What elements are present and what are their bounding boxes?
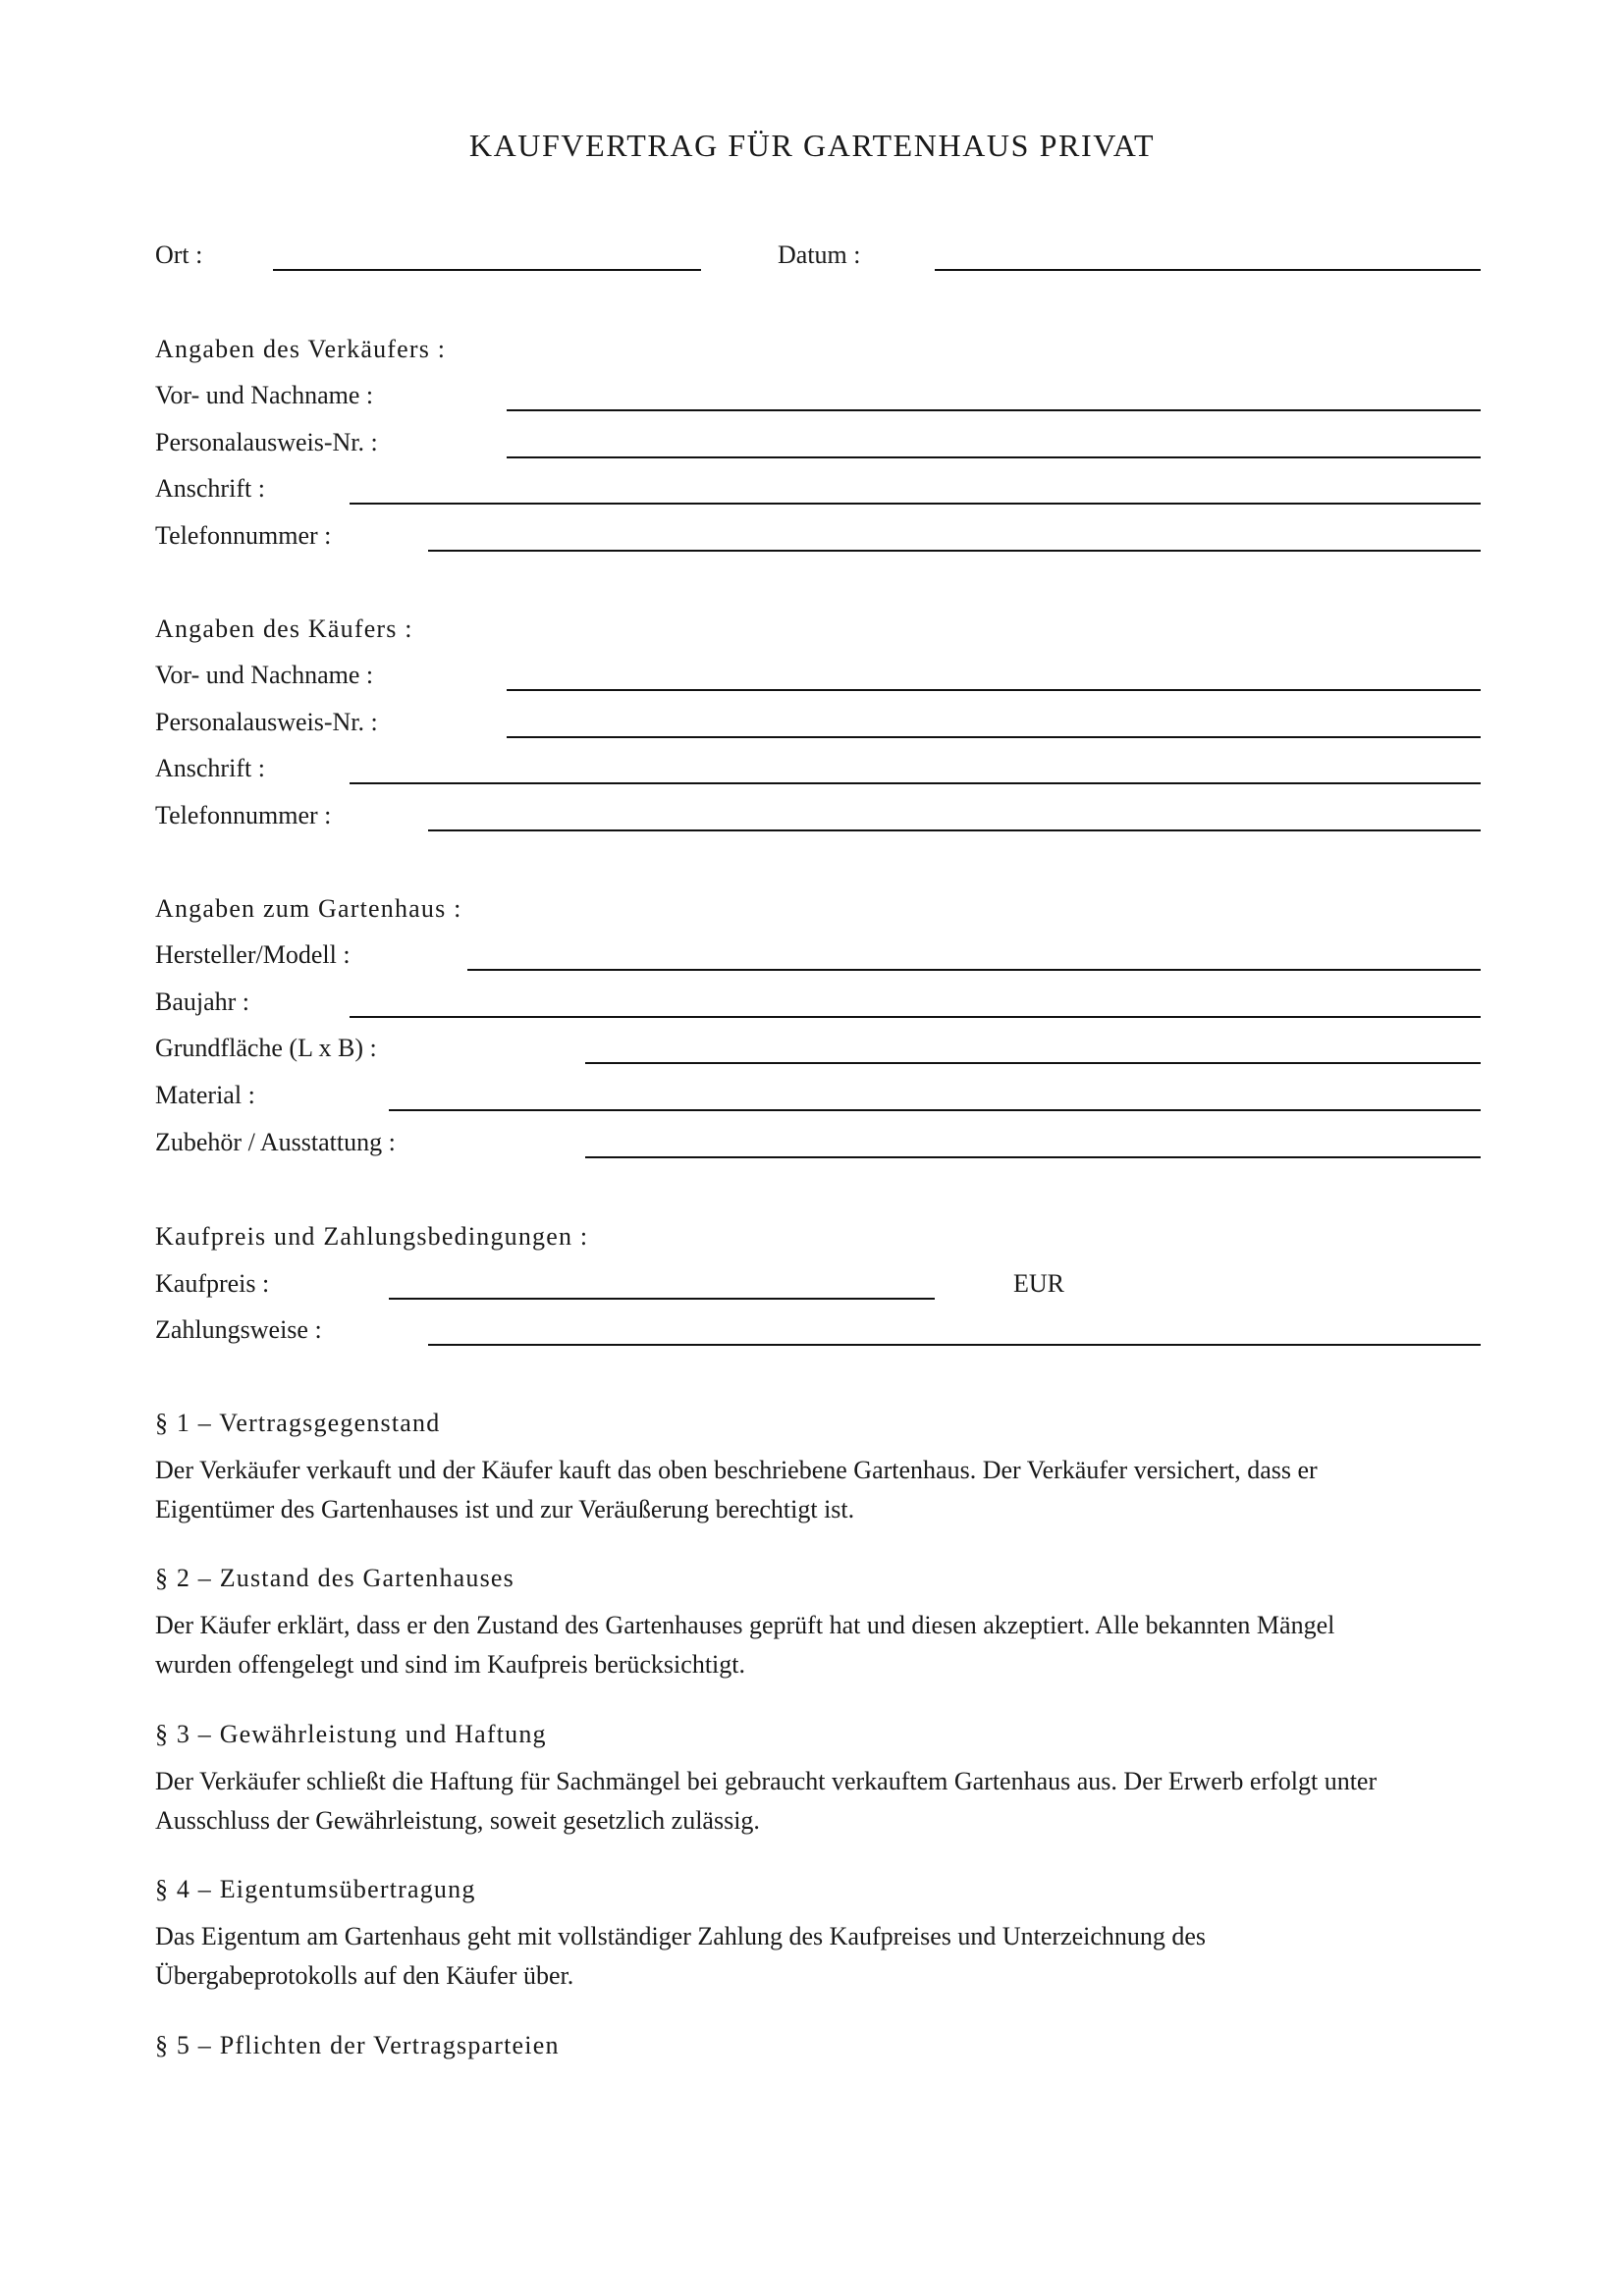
section-5-title: § 5 – Pflichten der Vertragsparteien <box>155 2031 560 2059</box>
section-2-line-1: Der Käufer erklärt, dass er den Zustand des Gartenhauses geprüft hat und diesen akzeptiert. Alle bekannten Mängel <box>155 1611 1335 1639</box>
house-year-label: Baujahr : <box>155 988 250 1016</box>
seller-id-field[interactable] <box>507 456 1481 458</box>
buyer-address-field[interactable] <box>350 782 1481 784</box>
seller-address-label: Anschrift : <box>155 474 265 503</box>
ort-label: Ort : <box>155 240 203 269</box>
section-3-line-2: Ausschluss der Gewährleistung, soweit gesetzlich zulässig. <box>155 1806 760 1835</box>
seller-phone-label: Telefonnummer : <box>155 521 332 550</box>
buyer-phone-label: Telefonnummer : <box>155 801 332 829</box>
section-3-title: § 3 – Gewährleistung und Haftung <box>155 1720 547 1748</box>
section-4-title: § 4 – Eigentumsübertragung <box>155 1875 476 1903</box>
section-2-line-2: wurden offengelegt und sind im Kaufpreis berücksichtigt. <box>155 1650 745 1679</box>
house-accessories-label: Zubehör / Ausstattung : <box>155 1128 396 1156</box>
section-3-line-1: Der Verkäufer schließt die Haftung für Sachmängel bei gebraucht verkauftem Gartenhaus aus. Der Erwerb erfolgt unter <box>155 1767 1378 1795</box>
section-1-text <box>155 1451 1490 1529</box>
house-model-label: Hersteller/Modell : <box>155 940 351 969</box>
section-3-text <box>155 1762 1490 1841</box>
house-material-label: Material : <box>155 1081 255 1109</box>
ort-field[interactable] <box>273 269 701 271</box>
section-4-text <box>155 1917 1490 1996</box>
section-1-title: § 1 – Vertragsgegenstand <box>155 1409 441 1437</box>
section-4-line-1: Das Eigentum am Gartenhaus geht mit vollständiger Zahlung des Kaufpreises und Unterzeichnung des <box>155 1922 1207 1950</box>
seller-id-label: Personalausweis-Nr. : <box>155 428 378 456</box>
section-2-text <box>155 1606 1490 1684</box>
payment-method-field[interactable] <box>428 1344 1481 1346</box>
buyer-name-field[interactable] <box>507 689 1481 691</box>
house-year-field[interactable] <box>350 1016 1481 1018</box>
buyer-id-field[interactable] <box>507 736 1481 738</box>
section-1-line-1: Der Verkäufer verkauft und der Käufer kauft das oben beschriebene Gartenhaus. Der Verkäufer versichert, dass er <box>155 1456 1318 1484</box>
house-area-label: Grundfläche (L x B) : <box>155 1034 377 1062</box>
seller-name-label: Vor- und Nachname : <box>155 381 374 409</box>
buyer-phone-field[interactable] <box>428 829 1481 831</box>
buyer-id-label: Personalausweis-Nr. : <box>155 708 378 736</box>
house-accessories-field[interactable] <box>585 1156 1481 1158</box>
seller-name-field[interactable] <box>507 409 1481 411</box>
datum-field[interactable] <box>935 269 1481 271</box>
seller-heading: Angaben des Verkäufers : <box>155 335 447 363</box>
price-label: Kaufpreis : <box>155 1269 270 1298</box>
buyer-name-label: Vor- und Nachname : <box>155 661 374 689</box>
currency-label: EUR <box>1013 1269 1064 1298</box>
price-field[interactable] <box>389 1298 935 1300</box>
seller-phone-field[interactable] <box>428 550 1481 552</box>
buyer-address-label: Anschrift : <box>155 754 265 782</box>
buyer-heading: Angaben des Käufers : <box>155 614 413 643</box>
section-2-title: § 2 – Zustand des Gartenhauses <box>155 1564 514 1592</box>
house-model-field[interactable] <box>467 969 1481 971</box>
seller-address-field[interactable] <box>350 503 1481 505</box>
datum-label: Datum : <box>778 240 861 269</box>
house-material-field[interactable] <box>389 1109 1481 1111</box>
document-title: KAUFVERTRAG FÜR GARTENHAUS PRIVAT <box>468 128 1156 163</box>
section-4-line-2: Übergabeprotokolls auf den Käufer über. <box>155 1961 574 1990</box>
house-heading: Angaben zum Gartenhaus : <box>155 894 462 923</box>
section-1-line-2: Eigentümer des Gartenhauses ist und zur Veräußerung berechtigt ist. <box>155 1495 855 1523</box>
house-area-field[interactable] <box>585 1062 1481 1064</box>
payment-method-label: Zahlungsweise : <box>155 1315 322 1344</box>
payment-heading: Kaufpreis und Zahlungsbedingungen : <box>155 1222 589 1251</box>
